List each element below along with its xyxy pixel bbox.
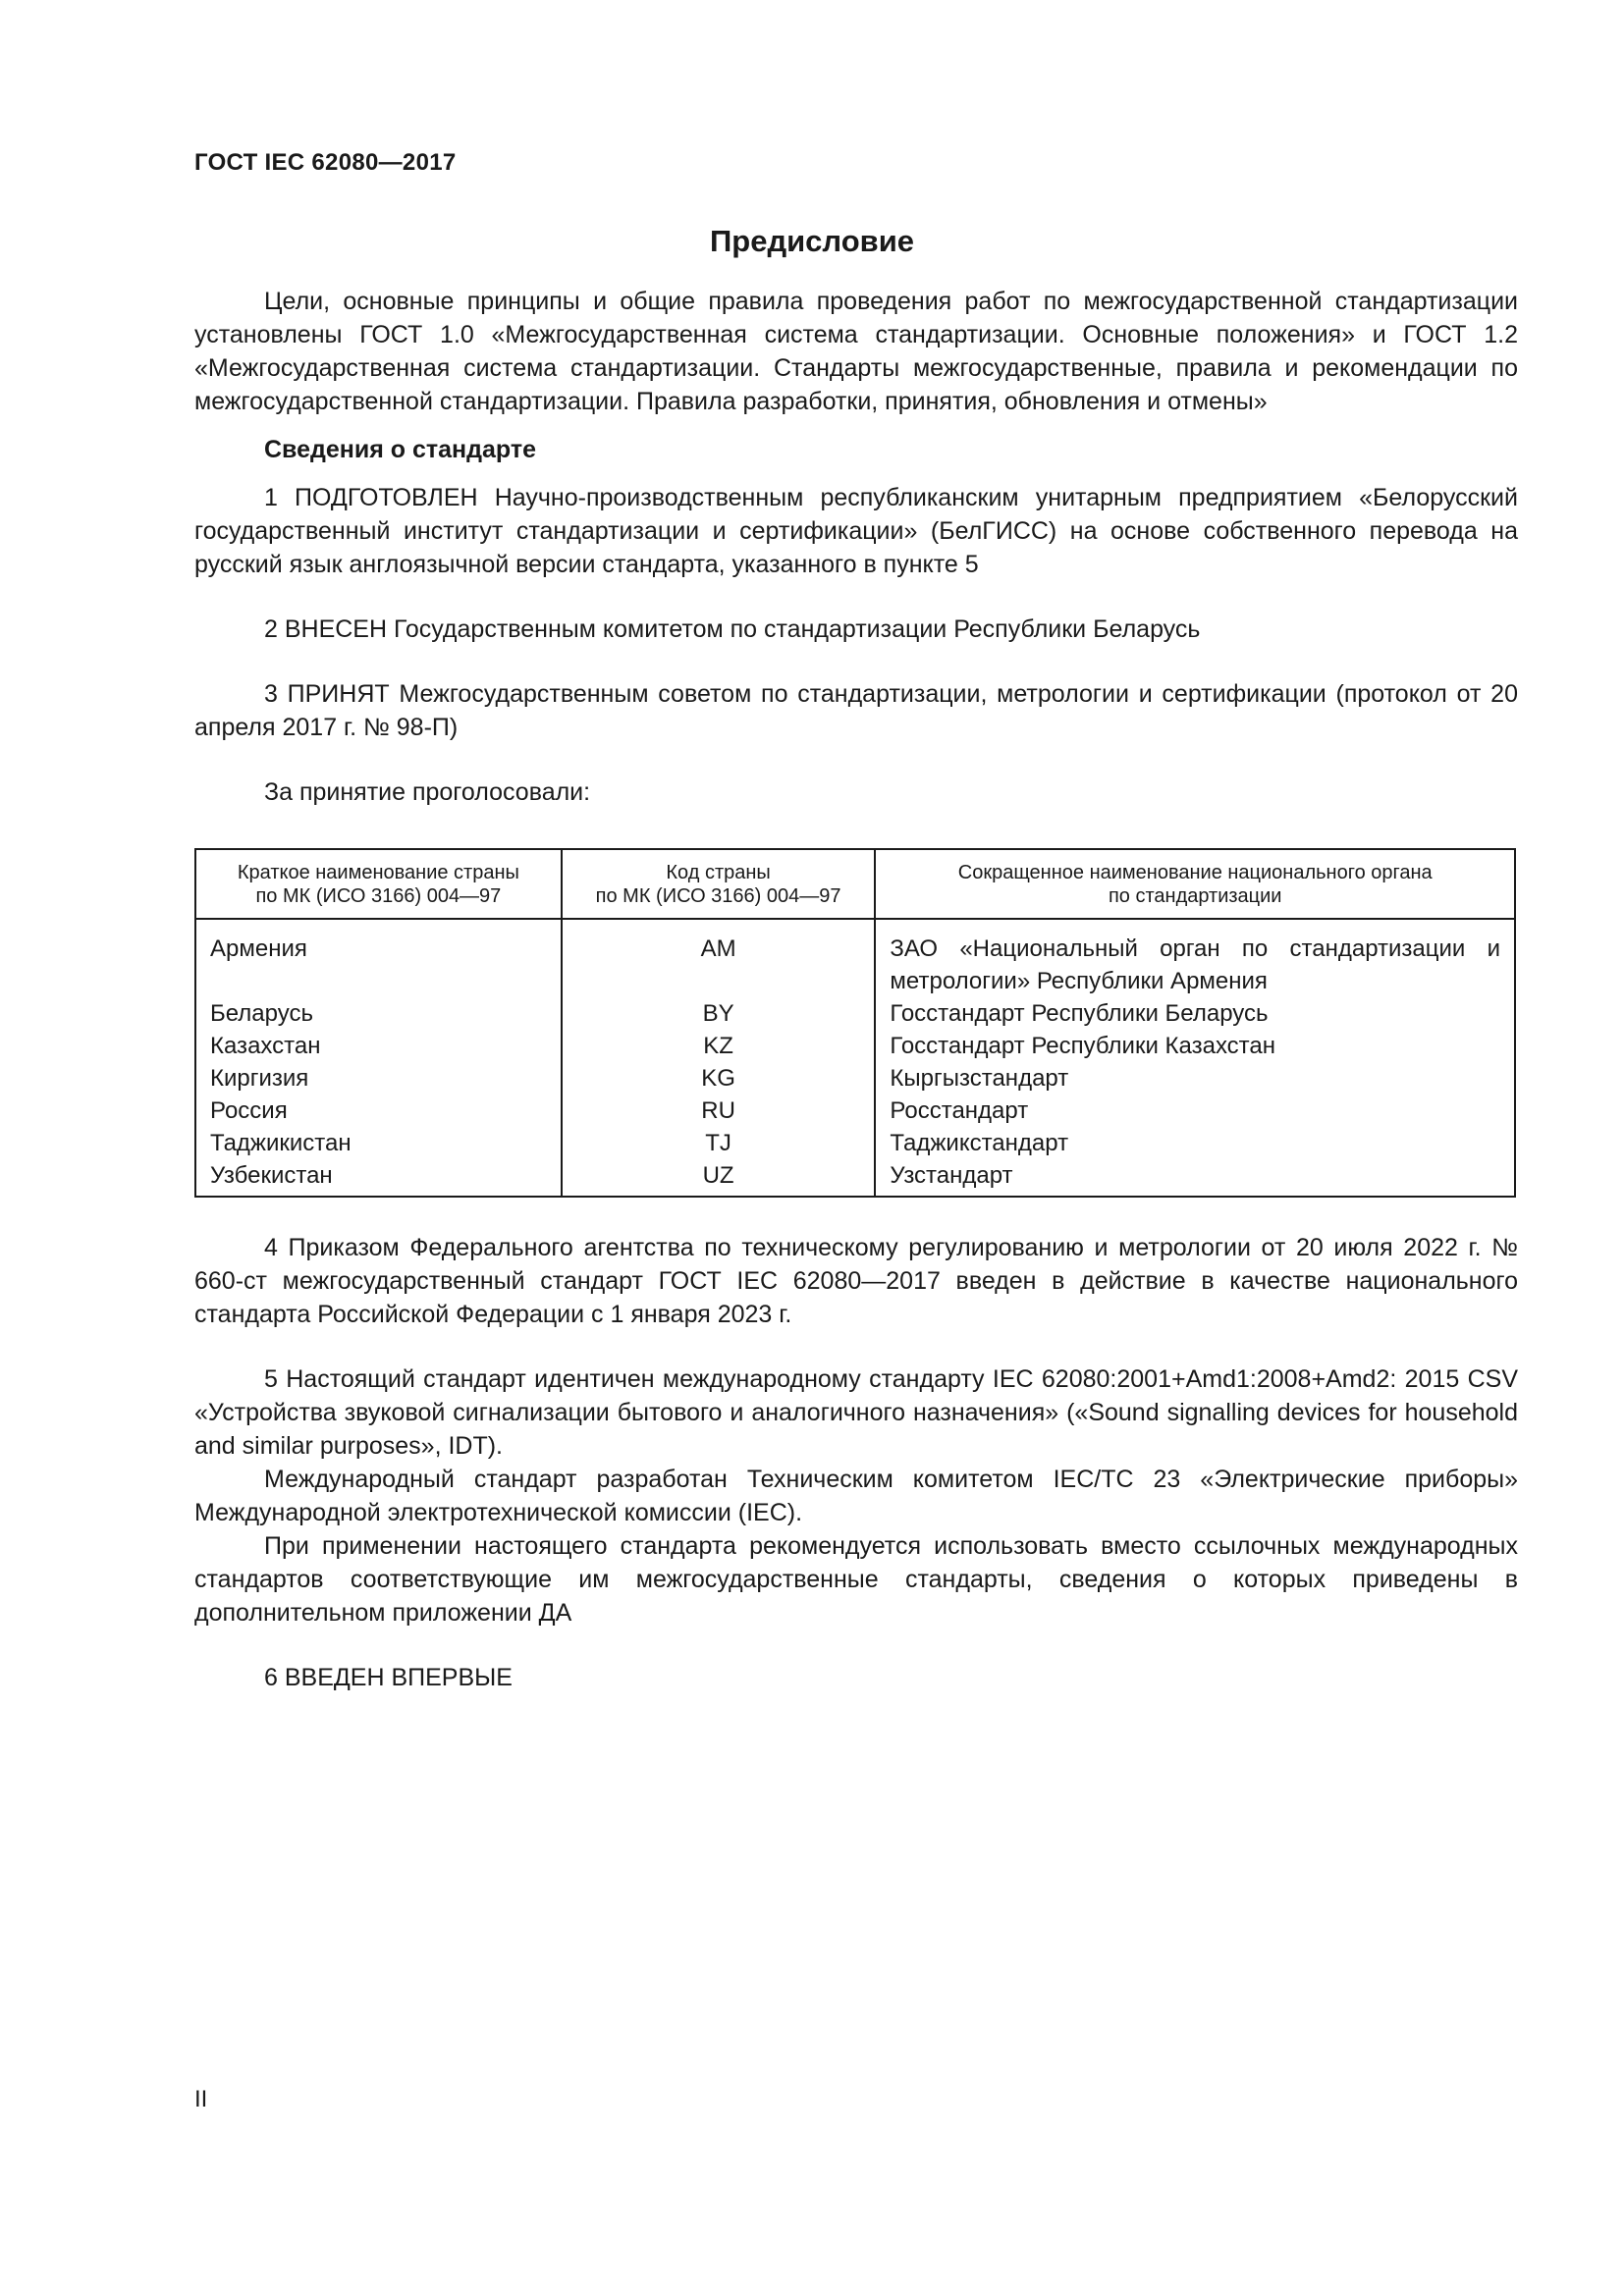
country-code-cell: RU <box>562 1095 876 1127</box>
section-subheading: Сведения о стандарте <box>264 436 537 463</box>
standards-body-cell: Госстандарт Республики Беларусь <box>875 997 1515 1030</box>
page-title: Предисловие <box>709 224 914 258</box>
country-code-cell: UZ <box>562 1159 876 1197</box>
country-cell: Армения <box>195 919 562 997</box>
column-header-body: Сокращенное наименование национального органа по стандартизации <box>875 849 1515 919</box>
country-cell: Таджикистан <box>195 1127 562 1159</box>
table-header-row <box>195 849 1515 919</box>
country-cell: Киргизия <box>195 1062 562 1095</box>
table-row <box>195 919 1515 997</box>
table-row <box>195 997 1515 1030</box>
item-1-paragraph: 1 ПОДГОТОВЛЕН Научно-производственным республиканским унитарным предприятием «Белорусский государственный институт стандартизации и сертификации» (БелГИСС) на основе собственного перевода на русский язык англоязычной версии стандарта, указанного в пункте 5 <box>194 484 1518 578</box>
intro-paragraph: Цели, основные принципы и общие правила проведения работ по межгосударственной стандартизации установлены ГОСТ 1.0 «Межгосударственная система стандартизации. Основные положения» и ГОСТ 1.2 «Межгосударственная система стандартизации. Стандарты межгосударственные, правила и рекомендации по межгосударственной стандартизации. Правила разработки, принятия, обновления и отмены» <box>194 288 1518 415</box>
country-cell: Узбекистан <box>195 1159 562 1197</box>
column-header-code: Код страны по МК (ИСО 3166) 004—97 <box>562 849 876 919</box>
standards-body-cell: Узстандарт <box>875 1159 1515 1197</box>
item-3-paragraph: 3 ПРИНЯТ Межгосударственным советом по стандартизации, метрологии и сертификации (протокол от 20 апреля 2017 г. № 98-П) <box>194 680 1518 741</box>
table-row <box>195 1095 1515 1127</box>
column-header-country: Краткое наименование страны по МК (ИСО 3166) 004—97 <box>195 849 562 919</box>
country-code-cell: TJ <box>562 1127 876 1159</box>
voted-paragraph: За принятие проголосовали: <box>264 778 591 806</box>
country-cell: Беларусь <box>195 997 562 1030</box>
standard-code-header: ГОСТ IEC 62080—2017 <box>194 149 457 176</box>
member-countries-table <box>194 848 1516 1198</box>
preface-body <box>194 285 1518 1694</box>
table-row <box>195 1159 1515 1197</box>
item-2-paragraph: 2 ВНЕСЕН Государственным комитетом по стандартизации Республики Беларусь <box>264 615 1201 643</box>
page-number: II <box>194 2086 208 2112</box>
country-code-cell: AM <box>562 919 876 997</box>
standards-body-cell: Росстандарт <box>875 1095 1515 1127</box>
country-code-cell: KZ <box>562 1030 876 1062</box>
item-5-paragraph: 5 Настоящий стандарт идентичен международному стандарту IEC 62080:2001+Amd1:2008+Amd2: 2015 CSV «Устройства звуковой сигнализации бытового и аналогичного назначения» («Sound signalling devices for household and similar purposes», IDT). <box>194 1365 1518 1460</box>
country-cell: Россия <box>195 1095 562 1127</box>
table-row <box>195 1030 1515 1062</box>
country-code-cell: BY <box>562 997 876 1030</box>
table-row <box>195 1062 1515 1095</box>
item-5-committee-paragraph: Международный стандарт разработан Техническим комитетом IEC/TC 23 «Электрические приборы» Международной электротехнической комиссии (IEC). <box>194 1466 1518 1526</box>
item-5-application-paragraph: При применении настоящего стандарта рекомендуется использовать вместо ссылочных международных стандартов соответствующие им межгосударственные стандарты, сведения о которых приведены в дополнительном приложении ДА <box>194 1532 1518 1627</box>
item-4-paragraph: 4 Приказом Федерального агентства по техническому регулированию и метрологии от 20 июля 2022 г. № 660-ст межгосударственный стандарт ГОСТ IEC 62080—2017 введен в действие в качестве национального стандарта Российской Федерации с 1 января 2023 г. <box>194 1234 1518 1328</box>
country-cell: Казахстан <box>195 1030 562 1062</box>
standards-body-cell: Таджикстандарт <box>875 1127 1515 1159</box>
standards-body-cell: Госстандарт Республики Казахстан <box>875 1030 1515 1062</box>
item-6-paragraph: 6 ВВЕДЕН ВПЕРВЫЕ <box>264 1664 513 1691</box>
standards-body-cell: ЗАО «Национальный орган по стандартизации и метрологии» Республики Армения <box>875 919 1515 997</box>
standards-body-cell: Кыргызстандарт <box>875 1062 1515 1095</box>
country-code-cell: KG <box>562 1062 876 1095</box>
table-row <box>195 1127 1515 1159</box>
